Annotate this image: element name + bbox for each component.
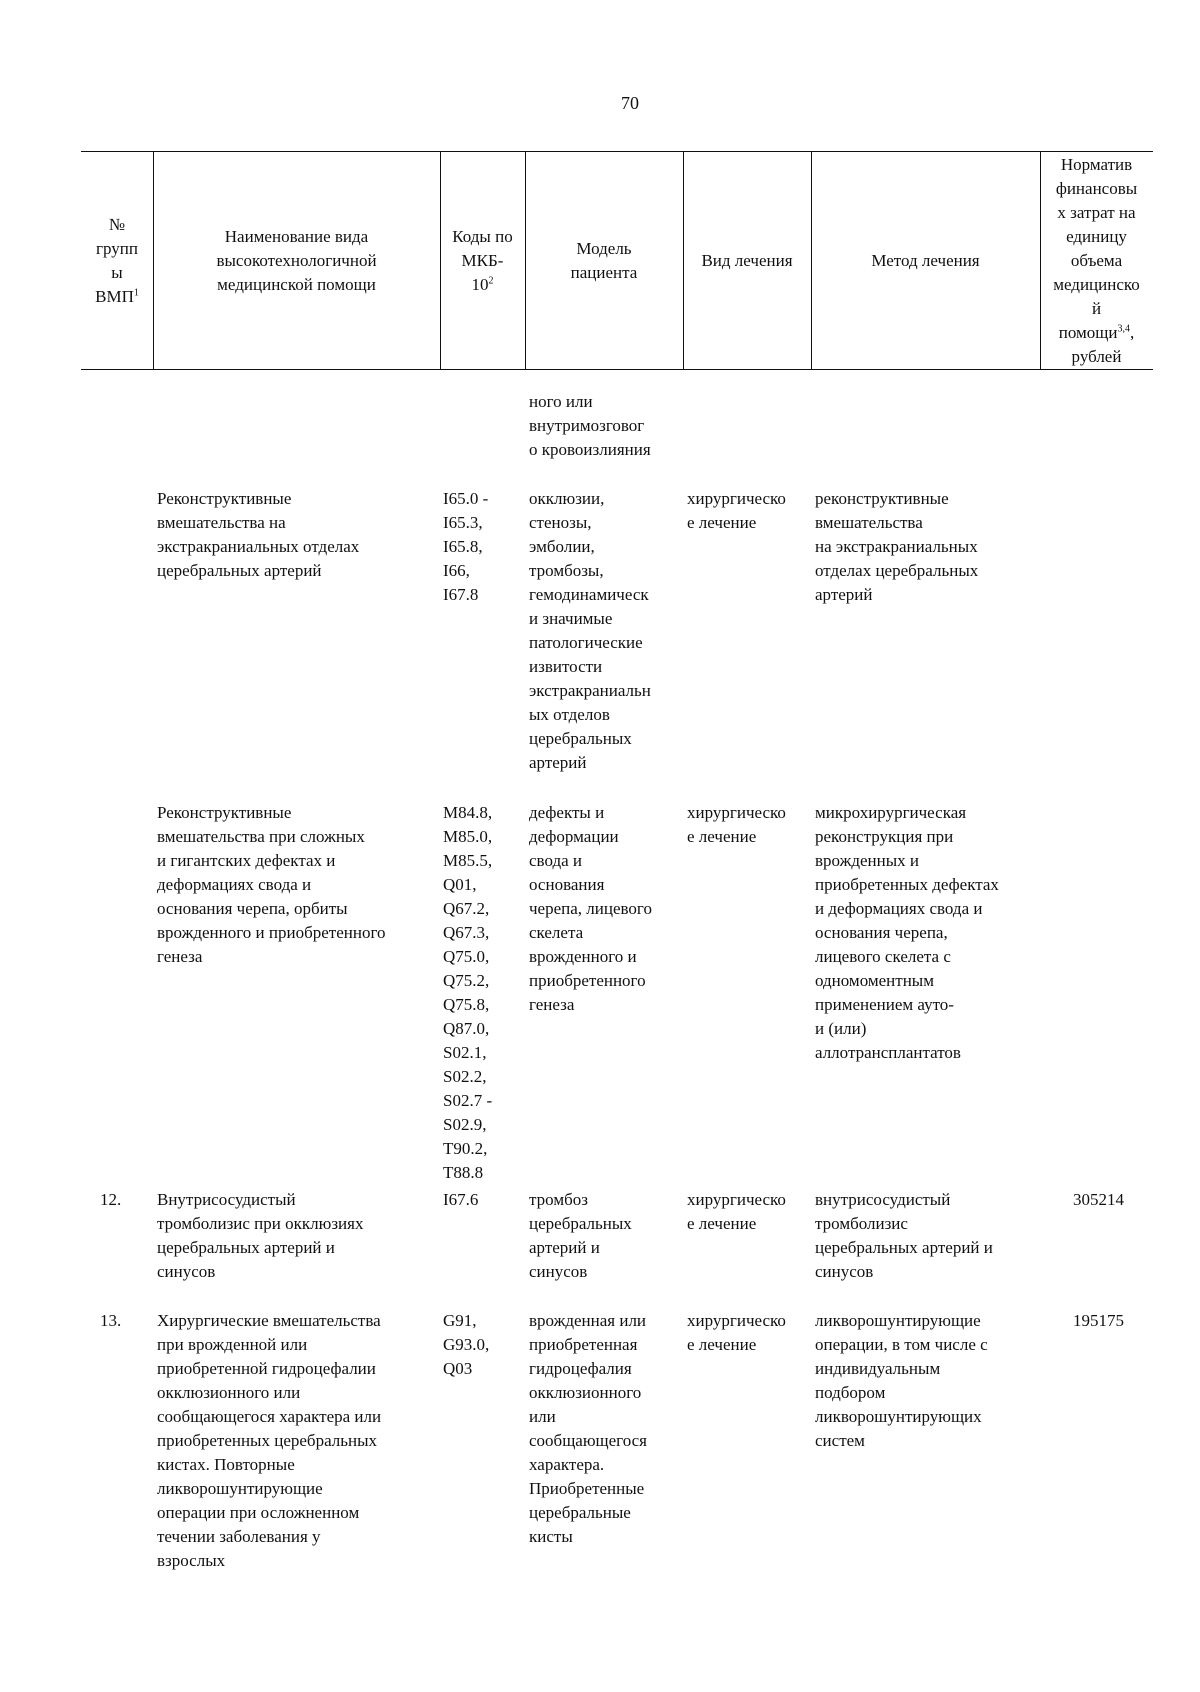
page-number: 70 xyxy=(621,93,639,113)
header-group-number-footnote: 1 xyxy=(133,287,139,299)
row-2-method: микрохирургическая реконструкция при врожденных и приобретенных дефектах и деформациях свода и основания черепа, лицевого скелета с одномоментным применением ауто- и (или) аллотрансплантатов xyxy=(815,803,999,1062)
row-4-model: врожденная или приобретенная гидроцефалия окклюзионного или сообщающегося характера. Приобретенные церебральные кисты xyxy=(529,1311,648,1546)
header-treatment-type: Вид лечения xyxy=(701,251,793,270)
row-1-treatment: хирургическо е лечение xyxy=(687,489,786,532)
row-1-name: Реконструктивные вмешательства на экстракраниальных отделах церебральных артерий xyxy=(157,489,360,580)
row-4-method: ликворошунтирующие операции, в том числе с индивидуальным подбором ликворошунтирующих систем xyxy=(815,1311,988,1450)
row-4-name: Хирургические вмешательства при врожденной или приобретенной гидроцефалии окклюзионного или сообщающегося характера или приобретенных церебральных кистах. Повторные ликворошунтирующие операции при осложненном течении заболевания у взрослых xyxy=(157,1311,382,1570)
row-3-codes: I67.6 xyxy=(443,1190,479,1209)
header-group-number xyxy=(81,152,153,370)
row-1-model: окклюзии, стенозы, эмболии, тромбозы, гемодинамическ и значимые патологические извитости экстракраниальн ых отделов церебральных артерий xyxy=(529,489,651,772)
row-3-treatment: хирургическо е лечение xyxy=(687,1190,786,1233)
row-3-method: внутрисосудистый тромболизис церебральных артерий и синусов xyxy=(815,1190,993,1281)
header-cost-norm xyxy=(1040,152,1153,370)
row-4-number: 13. xyxy=(100,1311,122,1330)
row-4-codes: G91, G93.0, Q03 xyxy=(443,1311,490,1378)
row-0-model: ного или внутримозговог о кровоизлияния xyxy=(529,392,651,459)
header-treatment-method: Метод лечения xyxy=(871,251,980,270)
row-3-name: Внутрисосудистый тромболизис при окклюзиях церебральных артерий и синусов xyxy=(157,1190,364,1281)
row-2-treatment: хирургическо е лечение xyxy=(687,803,786,846)
header-icd-codes-text: Коды по МКБ- 10 xyxy=(452,227,513,294)
row-2-name: Реконструктивные вмешательства при сложных и гигантских дефектах и деформациях свода и основания черепа, орбиты врожденного и приобретенного генеза xyxy=(157,803,386,966)
header-icd-codes-footnote: 2 xyxy=(488,275,494,287)
row-2-model: дефекты и деформации свода и основания черепа, лицевого скелета врожденного и приобретенного генеза xyxy=(529,803,652,1014)
header-care-type-name: Наименование вида высокотехнологичной медицинской помощи xyxy=(216,227,377,294)
header-icd-codes xyxy=(440,152,525,370)
row-1-codes: I65.0 - I65.3, I65.8, I66, I67.8 xyxy=(443,489,489,604)
row-4-cost: 195175 xyxy=(1073,1311,1124,1330)
row-2-codes: M84.8, M85.0, M85.5, Q01, Q67.2, Q67.3, Q75.0, Q75.2, Q75.8, Q87.0, S02.1, S02.2, S02.7 - S02.9, T90.2, T88.8 xyxy=(443,803,493,1182)
header-cost-norm-footnote: 3,4 xyxy=(1117,323,1130,335)
row-3-model: тромбоз церебральных артерий и синусов xyxy=(529,1190,632,1281)
header-group-number-text: № групп ы ВМП xyxy=(95,215,138,306)
header-cost-norm-text: Норматив финансовы х затрат на единицу объема медицинско й помощи xyxy=(1053,155,1140,342)
row-1-method: реконструктивные вмешательства на экстракраниальных отделах церебральных артерий xyxy=(815,489,979,604)
row-4-treatment: хирургическо е лечение xyxy=(687,1311,786,1354)
row-3-cost: 305214 xyxy=(1073,1190,1124,1209)
header-patient-model: Модель пациента xyxy=(570,239,638,282)
row-3-number: 12. xyxy=(100,1190,122,1209)
header-cost-norm-unit: , рублей xyxy=(1071,323,1135,366)
